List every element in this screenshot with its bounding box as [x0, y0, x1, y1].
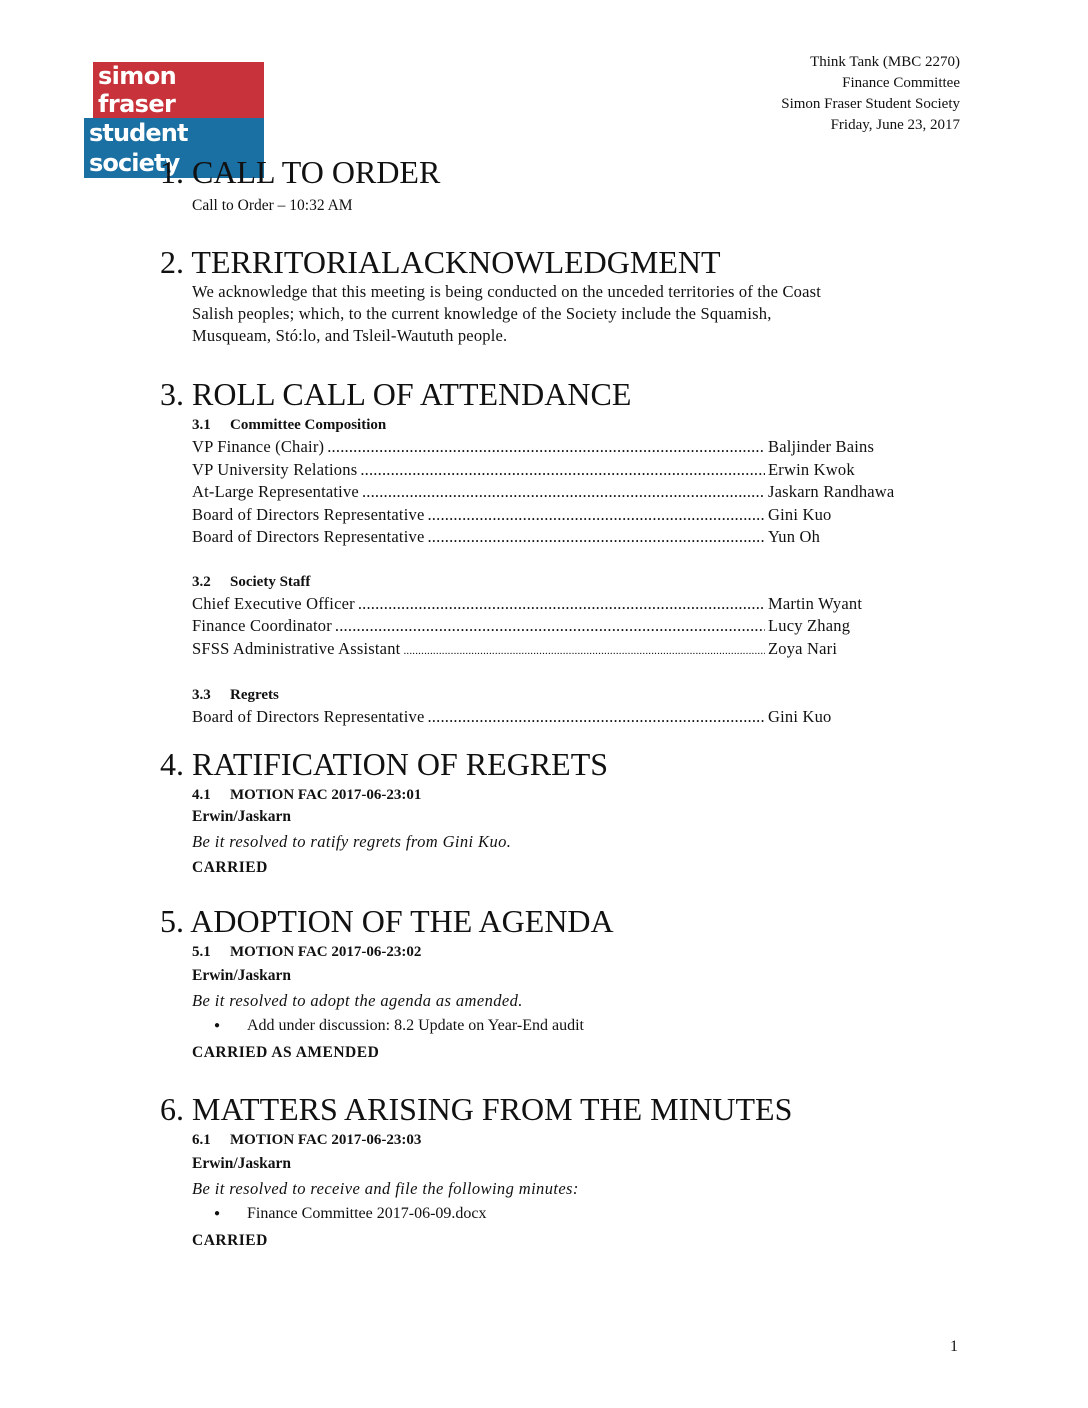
subsection-heading: 3.1 Committee Composition [192, 417, 387, 433]
logo-line2: student society [84, 118, 264, 178]
section-matters-arising [160, 1091, 960, 1253]
bullet-icon: ● [214, 1208, 221, 1219]
motion-block [192, 941, 960, 1065]
section-territorial-acknowledgment [160, 244, 960, 347]
section-title: 2. TERRITORIALACKNOWLEDGMENT [160, 244, 721, 280]
committee-name: Finance Committee [842, 75, 960, 91]
society-name: Simon Fraser Student Society [781, 96, 960, 112]
motion-movers: Erwin/Jaskarn [192, 1155, 292, 1172]
ack-line: We acknowledge that this meeting is being conducted on the unceded territories of the Coast [192, 282, 822, 301]
section-adoption-of-agenda [160, 903, 960, 1065]
roll-call-body [192, 414, 938, 729]
acknowledgment-text [192, 281, 960, 347]
attendance-row: VP Finance (Chair) ..... Baljinder Bains [192, 436, 938, 459]
motion-movers: Erwin/Jaskarn [192, 808, 292, 825]
section-title: 3. ROLL CALL OF ATTENDANCE [160, 376, 632, 412]
section-title: 5. ADOPTION OF THE AGENDA [160, 903, 614, 939]
motion-result: CARRIED AS AMENDED [192, 1044, 380, 1061]
motion-result: CARRIED [192, 1232, 268, 1249]
meeting-date: Friday, June 23, 2017 [830, 117, 960, 133]
motion-heading: 5.1 MOTION FAC 2017-06-23:02 [192, 944, 422, 960]
section-title: 6. MATTERS ARISING FROM THE MINUTES [160, 1091, 793, 1127]
motion-heading: 4.1 MOTION FAC 2017-06-23:01 [192, 787, 422, 803]
motion-text: Be it resolved to ratify regrets from Gini Kuo. [192, 832, 512, 851]
attendance-row: Board of Directors Representative ..... Gini Kuo [192, 504, 938, 527]
call-to-order-text: Call to Order – 10:32 AM [192, 197, 353, 214]
section-title: 4. RATIFICATION OF REGRETS [160, 746, 609, 782]
motion-text: Be it resolved to adopt the agenda as amended. [192, 991, 523, 1010]
bullet-item: ● Add under discussion: 8.2 Update on Year-End audit [214, 1013, 960, 1039]
meeting-header [781, 52, 960, 136]
section-call-to-order [160, 154, 960, 216]
attendance-row: At-Large Representative ..... Jaskarn Randhawa [192, 481, 938, 504]
logo-line1: simon fraser [93, 62, 264, 118]
section-roll-call [160, 376, 960, 729]
section-title: 1. CALL TO ORDER [160, 154, 441, 190]
bullet-icon: ● [214, 1020, 221, 1031]
motion-text: Be it resolved to receive and file the following minutes: [192, 1179, 579, 1198]
attendance-row: VP University Relations ..... Erwin Kwok [192, 459, 938, 482]
meeting-location: Think Tank (MBC 2270) [810, 54, 960, 70]
ack-line: Musqueam, Stó:lo, and Tsleil-Waututh people. [192, 326, 508, 345]
ack-line: Salish peoples; which, to the current knowledge of the Society include the Squamish, [192, 304, 772, 323]
regrets-row: Board of Directors Representative ..... Gini Kuo [192, 706, 938, 729]
attendance-row: Board of Directors Representative ..... Yun Oh [192, 526, 938, 549]
subsection-heading: 3.3 Regrets [192, 687, 279, 703]
staff-row: SFSS Administrative Assistant ..... Zoya Nari [192, 638, 938, 663]
motion-result: CARRIED [192, 859, 268, 876]
motion-movers: Erwin/Jaskarn [192, 967, 292, 984]
page-number: 1 [950, 1338, 958, 1355]
staff-row: Finance Coordinator ..... Lucy Zhang [192, 615, 938, 638]
subsection-heading: 3.2 Society Staff [192, 573, 311, 590]
staff-row: Chief Executive Officer ..... Martin Wyant [192, 593, 938, 616]
motion-block [192, 784, 960, 880]
bullet-item: ● Finance Committee 2017-06-09.docx [214, 1201, 960, 1227]
motion-heading: 6.1 MOTION FAC 2017-06-23:03 [192, 1132, 422, 1148]
section-ratification-of-regrets [160, 746, 960, 880]
motion-block [192, 1129, 960, 1253]
